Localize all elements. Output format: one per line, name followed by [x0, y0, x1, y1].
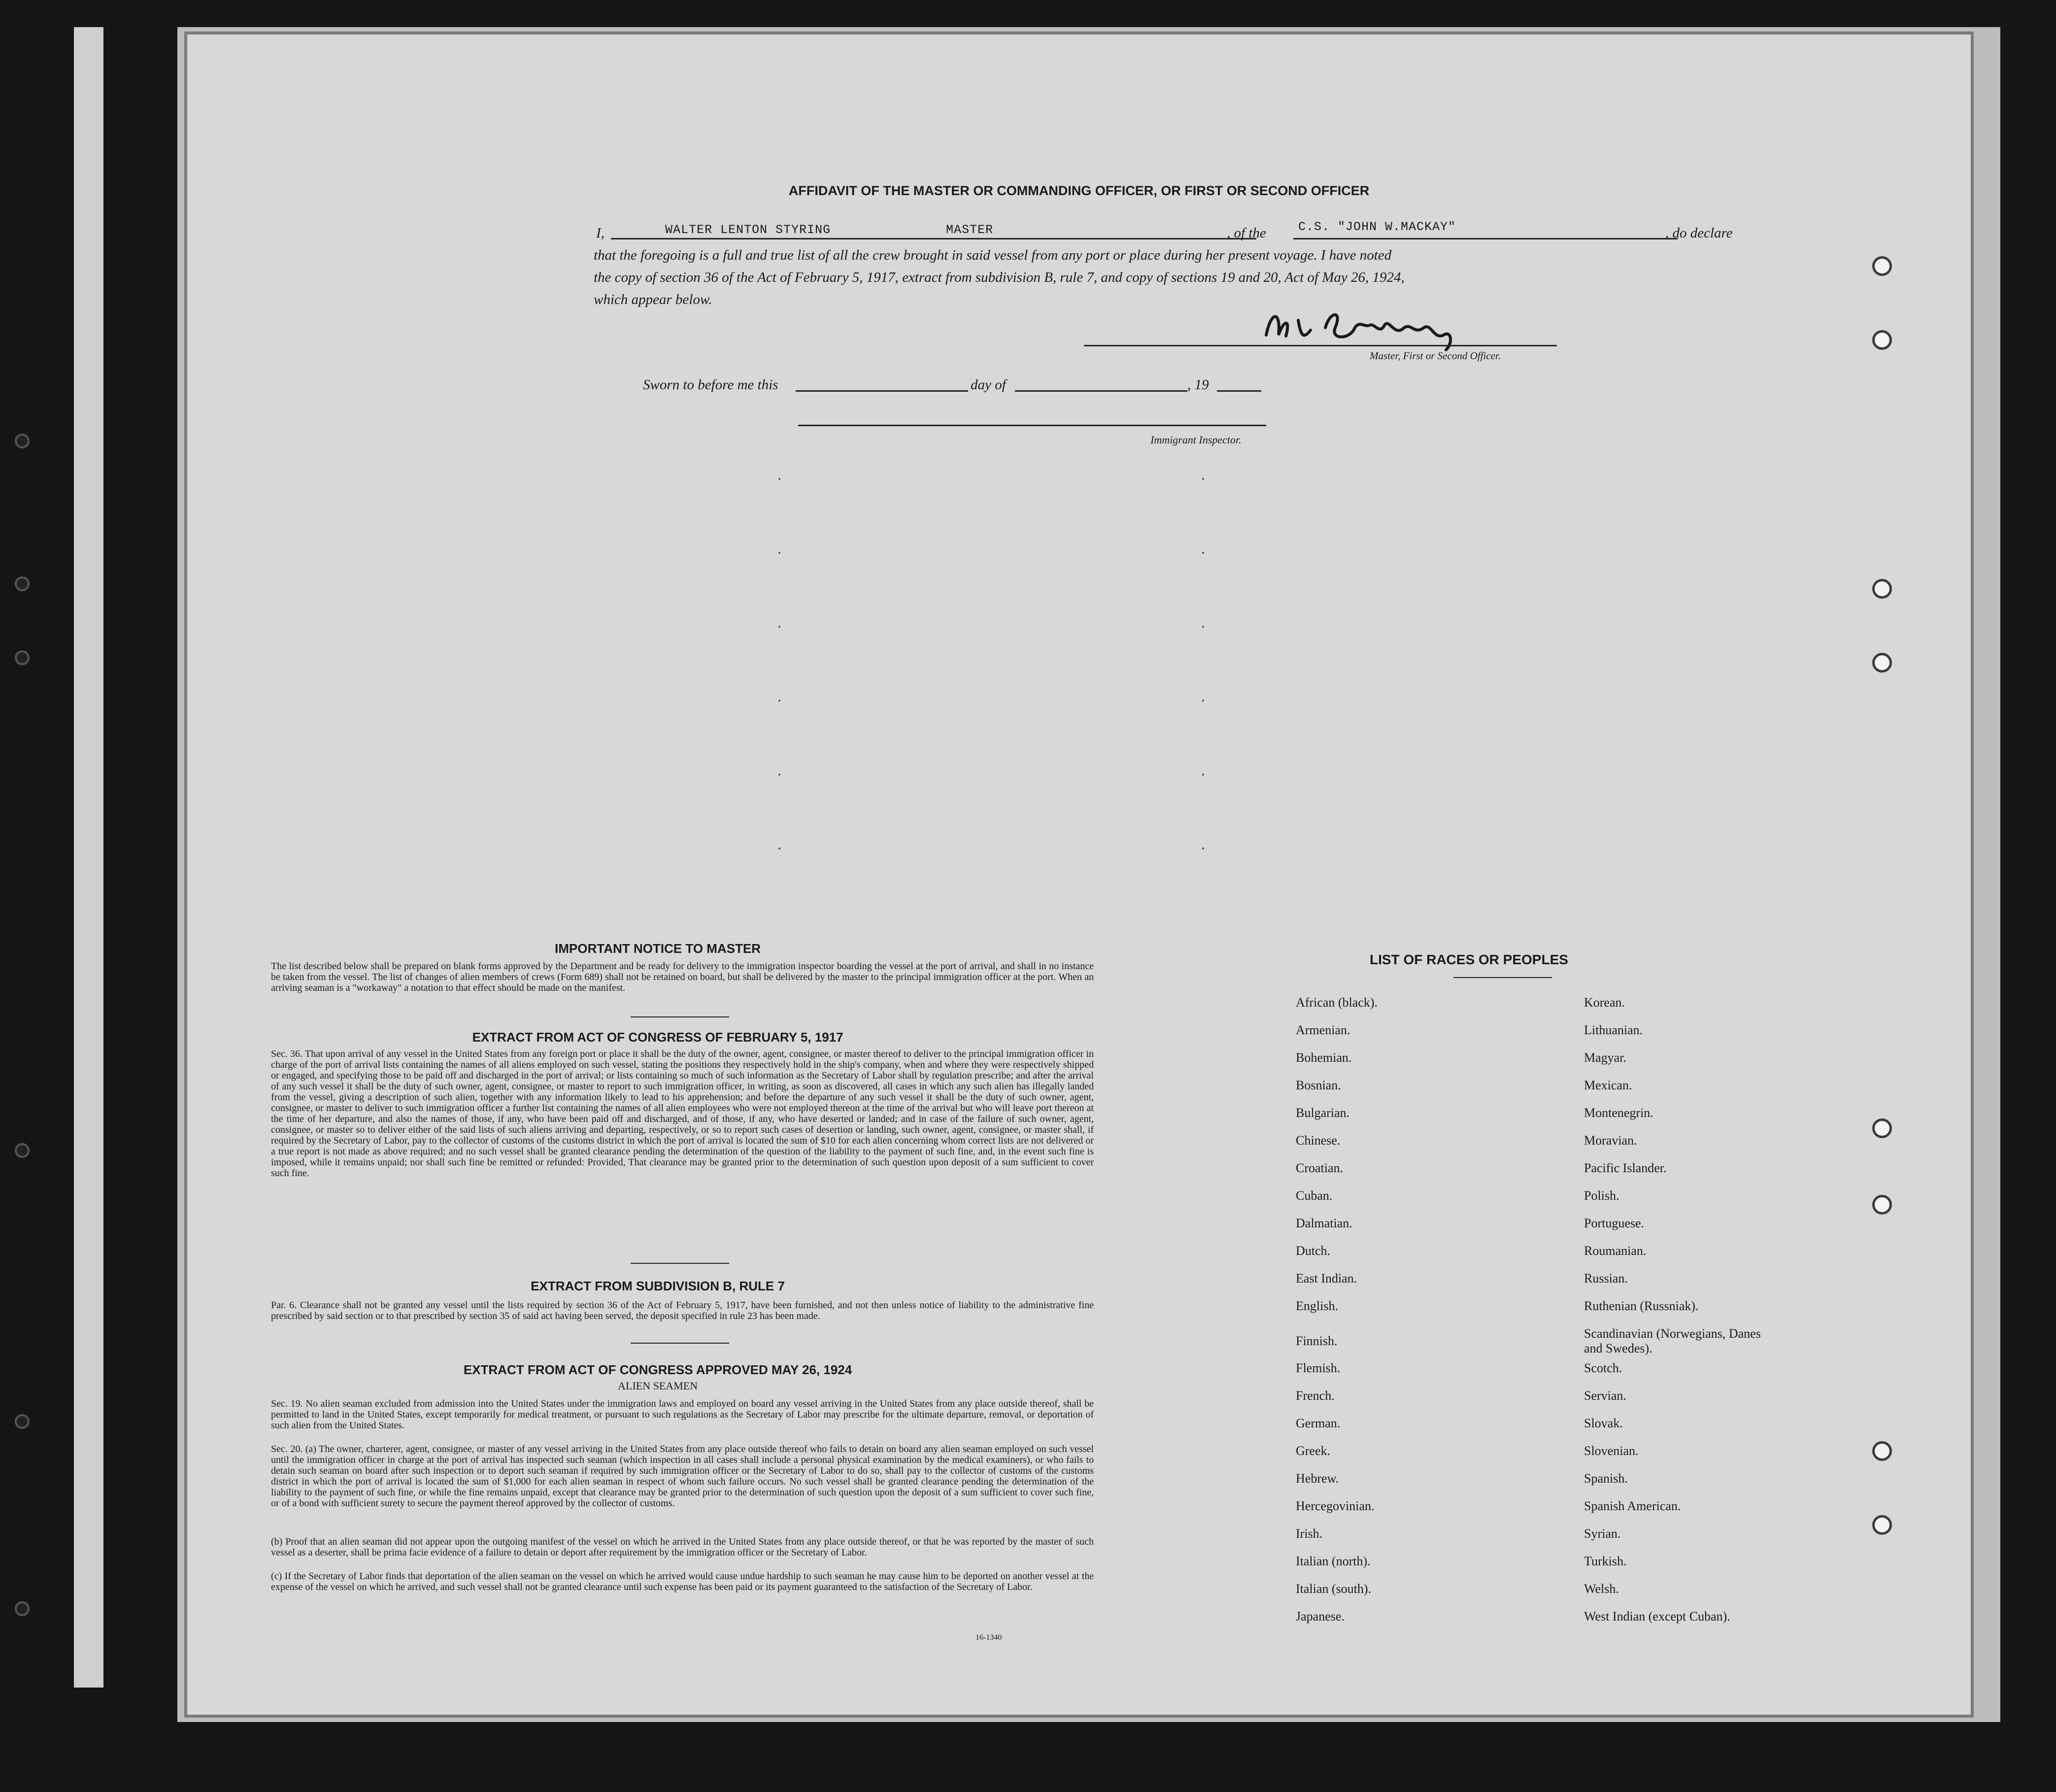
divider — [631, 1016, 729, 1017]
race-item: Hebrew. — [1296, 1471, 1339, 1486]
column-dot — [778, 552, 780, 554]
column-dot — [1202, 626, 1204, 628]
sworn-year-line — [1217, 390, 1261, 392]
extract-1917-text: Sec. 36. That upon arrival of any vessel in the United States from any foreign port or place it shall be the duty of the owner, agent, consignee, or master thereof to deliver to the principal immigration officer in charge of the port of arrival lists containing the names of all aliens employed on such vessel, stating the positions they respectively hold in the ship's company, when and where they were respectively shipped or engaged, and specifying those to be paid off and discharged in the port of arrival; or lists containing so much of such information as the Secretary of Labor shall by regulation prescribe; and after the arrival of any such vessel it shall be the duty of such owner, agent, consignee, or master to report to such immigration officer, in writing, as soon as discovered, all cases in which any such alien has illegally landed from the vessel, giving a description of such alien, together with any information likely to lead to his apprehension; and before the departure of any such vessel it shall be the duty of such owner, agent, consignee, or master to deliver to such immigration officer a further list containing the names of all alien employees who were not employed thereon at the time of the arrival but who will leave port thereon at the time of her departure, and also the names of those, if any, who have been paid off and discharged, and of those, if any, who have deserted or landed; and in case of the failure of such owner, agent, consignee, or master so to deliver either of the said lists of such aliens arriving and departing, respectively, or so to report such cases of desertion or landing, such owner, agent, consignee, or master shall, if required by the Secretary of Labor, pay to the collector of customs of the customs district in which the port of arrival is located the sum of $10 for each alien concerning whom correct lists are not delivered or a true report is not made as above required; and no such vessel shall be granted clearance pending the determination of the question of the liability to the payment of such fine, and, in the event such fine is imposed, while it remains unpaid; nor shall such fine be remitted or refunded: Provided, That clearance may be granted prior to the determination of such question upon deposit of a sum sufficient to cover such fine. — [271, 1048, 1094, 1179]
signature-caption: Master, First or Second Officer. — [1370, 350, 1501, 362]
binder-hole — [15, 1143, 30, 1158]
vessel-line — [1293, 238, 1678, 239]
punch-hole — [1872, 1441, 1892, 1461]
punch-hole — [1872, 1515, 1892, 1535]
race-item: Dutch. — [1296, 1244, 1331, 1258]
inspector-line — [798, 425, 1266, 426]
race-item: Servian. — [1584, 1388, 1626, 1403]
binder-hole — [15, 1601, 30, 1616]
divider — [631, 1263, 729, 1264]
sec-20c-text: (c) If the Secretary of Labor finds that deportation of the alien seaman on the vessel on which he arrived would cause undue hardship to such seaman he may cause him to be deported on another vessel at the expense of the vessel on which he arrived, and such vessel shall not be granted clearance until such expense has been paid or its payment guaranteed to the satisfaction of the Secretary of Labor. — [271, 1571, 1094, 1592]
race-item: Polish. — [1584, 1188, 1619, 1203]
race-item: Scotch. — [1584, 1361, 1622, 1375]
race-item: Greek. — [1296, 1444, 1331, 1458]
divider — [631, 1343, 729, 1344]
back-page-edge-left — [74, 27, 103, 1688]
day-of-label: day of — [971, 377, 1006, 393]
race-item: Bulgarian. — [1296, 1106, 1350, 1120]
affidavit-line-3: which appear below. — [594, 292, 712, 307]
sec-20a-text: Sec. 20. (a) The owner, charterer, agent, consignee, or master of any vessel arriving in the United States from any place outside thereof who fails to detain on board any alien seaman employed on such vessel until the immigration officer in charge at the port of arrival has inspected such seaman (which inspection in all cases shall include a personal physical examination by the medical examiners), or who fails to detain such seaman on board after such inspection or to deport such seaman if required by such immigration officer or the Secretary of Labor to do so, shall pay to the collector of customs of the customs district in which the port of arrival is located the sum of $1,000 for each alien seaman in respect of whom such failure occurs. No such vessel shall be granted clearance pending the determination of the liability to the payment of such fine, or while the fine remains unpaid, except that clearance may be granted prior to the determination of such question upon the deposit of a sum sufficient to cover such fine, or of a bond with sufficient surety to secure the payment thereof approved by the collector of customs. — [271, 1444, 1094, 1509]
race-item: Portuguese. — [1584, 1216, 1645, 1230]
of-the-label: , of the — [1227, 225, 1266, 241]
do-declare-label: , do declare — [1665, 225, 1733, 241]
race-item: Spanish American. — [1584, 1499, 1681, 1513]
race-item: Bohemian. — [1296, 1050, 1352, 1065]
binder-hole — [15, 434, 30, 448]
column-dot — [778, 478, 780, 480]
column-dot — [1202, 552, 1204, 554]
column-dot — [1202, 478, 1204, 480]
column-dot — [778, 700, 780, 702]
race-item: Bosnian. — [1296, 1078, 1341, 1092]
race-item: English. — [1296, 1299, 1338, 1313]
column-dot — [1202, 774, 1204, 776]
extract-1924-title: EXTRACT FROM ACT OF CONGRESS APPROVED MAY 26, 1924 — [463, 1362, 852, 1377]
race-item: Finnish. — [1296, 1334, 1338, 1348]
race-item: African (black). — [1296, 995, 1378, 1010]
affidavit-line-1: that the foregoing is a full and true list of all the crew brought in said vessel from any port or place during her present voyage. I have noted — [594, 247, 1392, 263]
master-name: WALTER LENTON STYRING — [665, 223, 831, 237]
extract-rule7-title: EXTRACT FROM SUBDIVISION B, RULE 7 — [531, 1279, 785, 1293]
race-item: West Indian (except Cuban). — [1584, 1609, 1730, 1623]
sec-20b-text: (b) Proof that an alien seaman did not appear upon the outgoing manifest of the vessel on which he arrived in the United States from any place outside thereof, or that he was reported by the master of such vessel as a deserter, shall be prima facie evidence of a failure to detain or deport after requirement by the immigration officer or the Secretary of Labor. — [271, 1536, 1094, 1558]
sec-19-text: Sec. 19. No alien seaman excluded from admission into the United States under the immigration laws and employed on board any vessel arriving in the United States from any place outside thereof, shall be permitted to land in the United States, except temporarily for medical treatment, or pursuant to such regulations as the Secretary of Labor may prescribe for the ultimate departure, removal, or deportation of such alien from the United States. — [271, 1398, 1094, 1431]
race-item: Chinese. — [1296, 1133, 1341, 1148]
punch-hole — [1872, 256, 1892, 276]
master-rank: MASTER — [946, 223, 994, 237]
vessel-name: C.S. "JOHN W.MACKAY" — [1298, 220, 1456, 234]
sworn-month-line — [1015, 390, 1187, 392]
affidavit-line-2: the copy of section 36 of the Act of February 5, 1917, extract from subdivision B, rule 7, and copy of sections 19 and 20, Act of May 26, 1924, — [594, 270, 1405, 285]
race-item: Armenian. — [1296, 1023, 1350, 1037]
race-item: Italian (south). — [1296, 1582, 1372, 1596]
race-item: East Indian. — [1296, 1271, 1357, 1285]
affidavit-i: I, — [596, 225, 605, 241]
race-item: Montenegrin. — [1584, 1106, 1653, 1120]
race-item: Mexican. — [1584, 1078, 1632, 1092]
column-dot — [1202, 847, 1204, 849]
race-item: Spanish. — [1584, 1471, 1628, 1486]
punch-hole — [1872, 1118, 1892, 1138]
notice-title: IMPORTANT NOTICE TO MASTER — [555, 941, 761, 956]
notice-text: The list described below shall be prepared on blank forms approved by the Department and be ready for delivery to the immigration inspector boarding the vessel at the port of arrival, and shall in no instance be taken from the vessel. The list of changes of alien members of crews (Form 689) shall not be retained on board, but shall be delivered by the master to the principal immigration officer at the port. When an arriving seaman is a "workaway" a notation to that effect should be made on the manifest. — [271, 961, 1094, 993]
race-item: Roumanian. — [1584, 1244, 1647, 1258]
sworn-day-line — [796, 390, 968, 392]
race-item: Irish. — [1296, 1526, 1323, 1541]
extract-1917-title: EXTRACT FROM ACT OF CONGRESS OF FEBRUARY 5, 1917 — [472, 1030, 843, 1045]
race-item: Cuban. — [1296, 1188, 1333, 1203]
column-dot — [1202, 700, 1204, 702]
punch-hole — [1872, 579, 1892, 599]
extract-rule7-text: Par. 6. Clearance shall not be granted any vessel until the lists required by section 36 of the Act of February 5, 1917, have been furnished, and not then unless notice of liability to the administrative fine prescribed by said section or to that prescribed by section 35 of said act having been served, the deposit specified in rule 23 has been made. — [271, 1300, 1094, 1321]
name-rank-line — [611, 238, 1256, 239]
race-item: Slovak. — [1584, 1416, 1623, 1430]
column-dot — [778, 847, 780, 849]
signature-line — [1084, 345, 1557, 346]
divider — [1453, 977, 1552, 978]
race-item: Scandinavian (Norwegians, Danes and Swedes). — [1584, 1326, 1761, 1355]
race-item: Slovenian. — [1584, 1444, 1639, 1458]
race-item: Japanese. — [1296, 1609, 1345, 1623]
race-item: Russian. — [1584, 1271, 1628, 1285]
races-title: LIST OF RACES OR PEOPLES — [1370, 952, 1568, 967]
punch-hole — [1872, 330, 1892, 350]
form-number: 16-1340 — [976, 1633, 1002, 1642]
race-item: Hercegovinian. — [1296, 1499, 1375, 1513]
race-item: Moravian. — [1584, 1133, 1637, 1148]
race-item: German. — [1296, 1416, 1341, 1430]
master-signature — [1256, 301, 1532, 355]
race-item: Welsh. — [1584, 1582, 1619, 1596]
race-item: Flemish. — [1296, 1361, 1341, 1375]
race-item: Dalmatian. — [1296, 1216, 1352, 1230]
alien-seamen-subtitle: ALIEN SEAMEN — [618, 1380, 698, 1392]
race-item: Croatian. — [1296, 1161, 1344, 1175]
column-dot — [778, 626, 780, 628]
race-item: Pacific Islander. — [1584, 1161, 1667, 1175]
race-item: Korean. — [1584, 995, 1625, 1010]
race-item: Syrian. — [1584, 1526, 1621, 1541]
sworn-label: Sworn to before me this — [643, 377, 778, 393]
races-column-1 — [1296, 995, 1552, 1637]
race-item: Ruthenian (Russniak). — [1584, 1299, 1699, 1313]
binder-hole — [15, 650, 30, 665]
race-item: Turkish. — [1584, 1554, 1627, 1568]
races-column-2 — [1584, 995, 1830, 1637]
affidavit-title: AFFIDAVIT OF THE MASTER OR COMMANDING OFFICER, OR FIRST OR SECOND OFFICER — [788, 183, 1370, 198]
race-item: Magyar. — [1584, 1050, 1626, 1065]
year-label: , 19 — [1187, 377, 1209, 393]
binder-hole — [15, 1414, 30, 1429]
column-dot — [778, 774, 780, 776]
race-item: French. — [1296, 1388, 1335, 1403]
punch-hole — [1872, 653, 1892, 673]
manifest-page — [187, 34, 1971, 1715]
inspector-caption: Immigrant Inspector. — [1150, 434, 1242, 446]
race-item: Italian (north). — [1296, 1554, 1371, 1568]
binder-hole — [15, 576, 30, 591]
punch-hole — [1872, 1195, 1892, 1215]
race-item: Lithuanian. — [1584, 1023, 1643, 1037]
